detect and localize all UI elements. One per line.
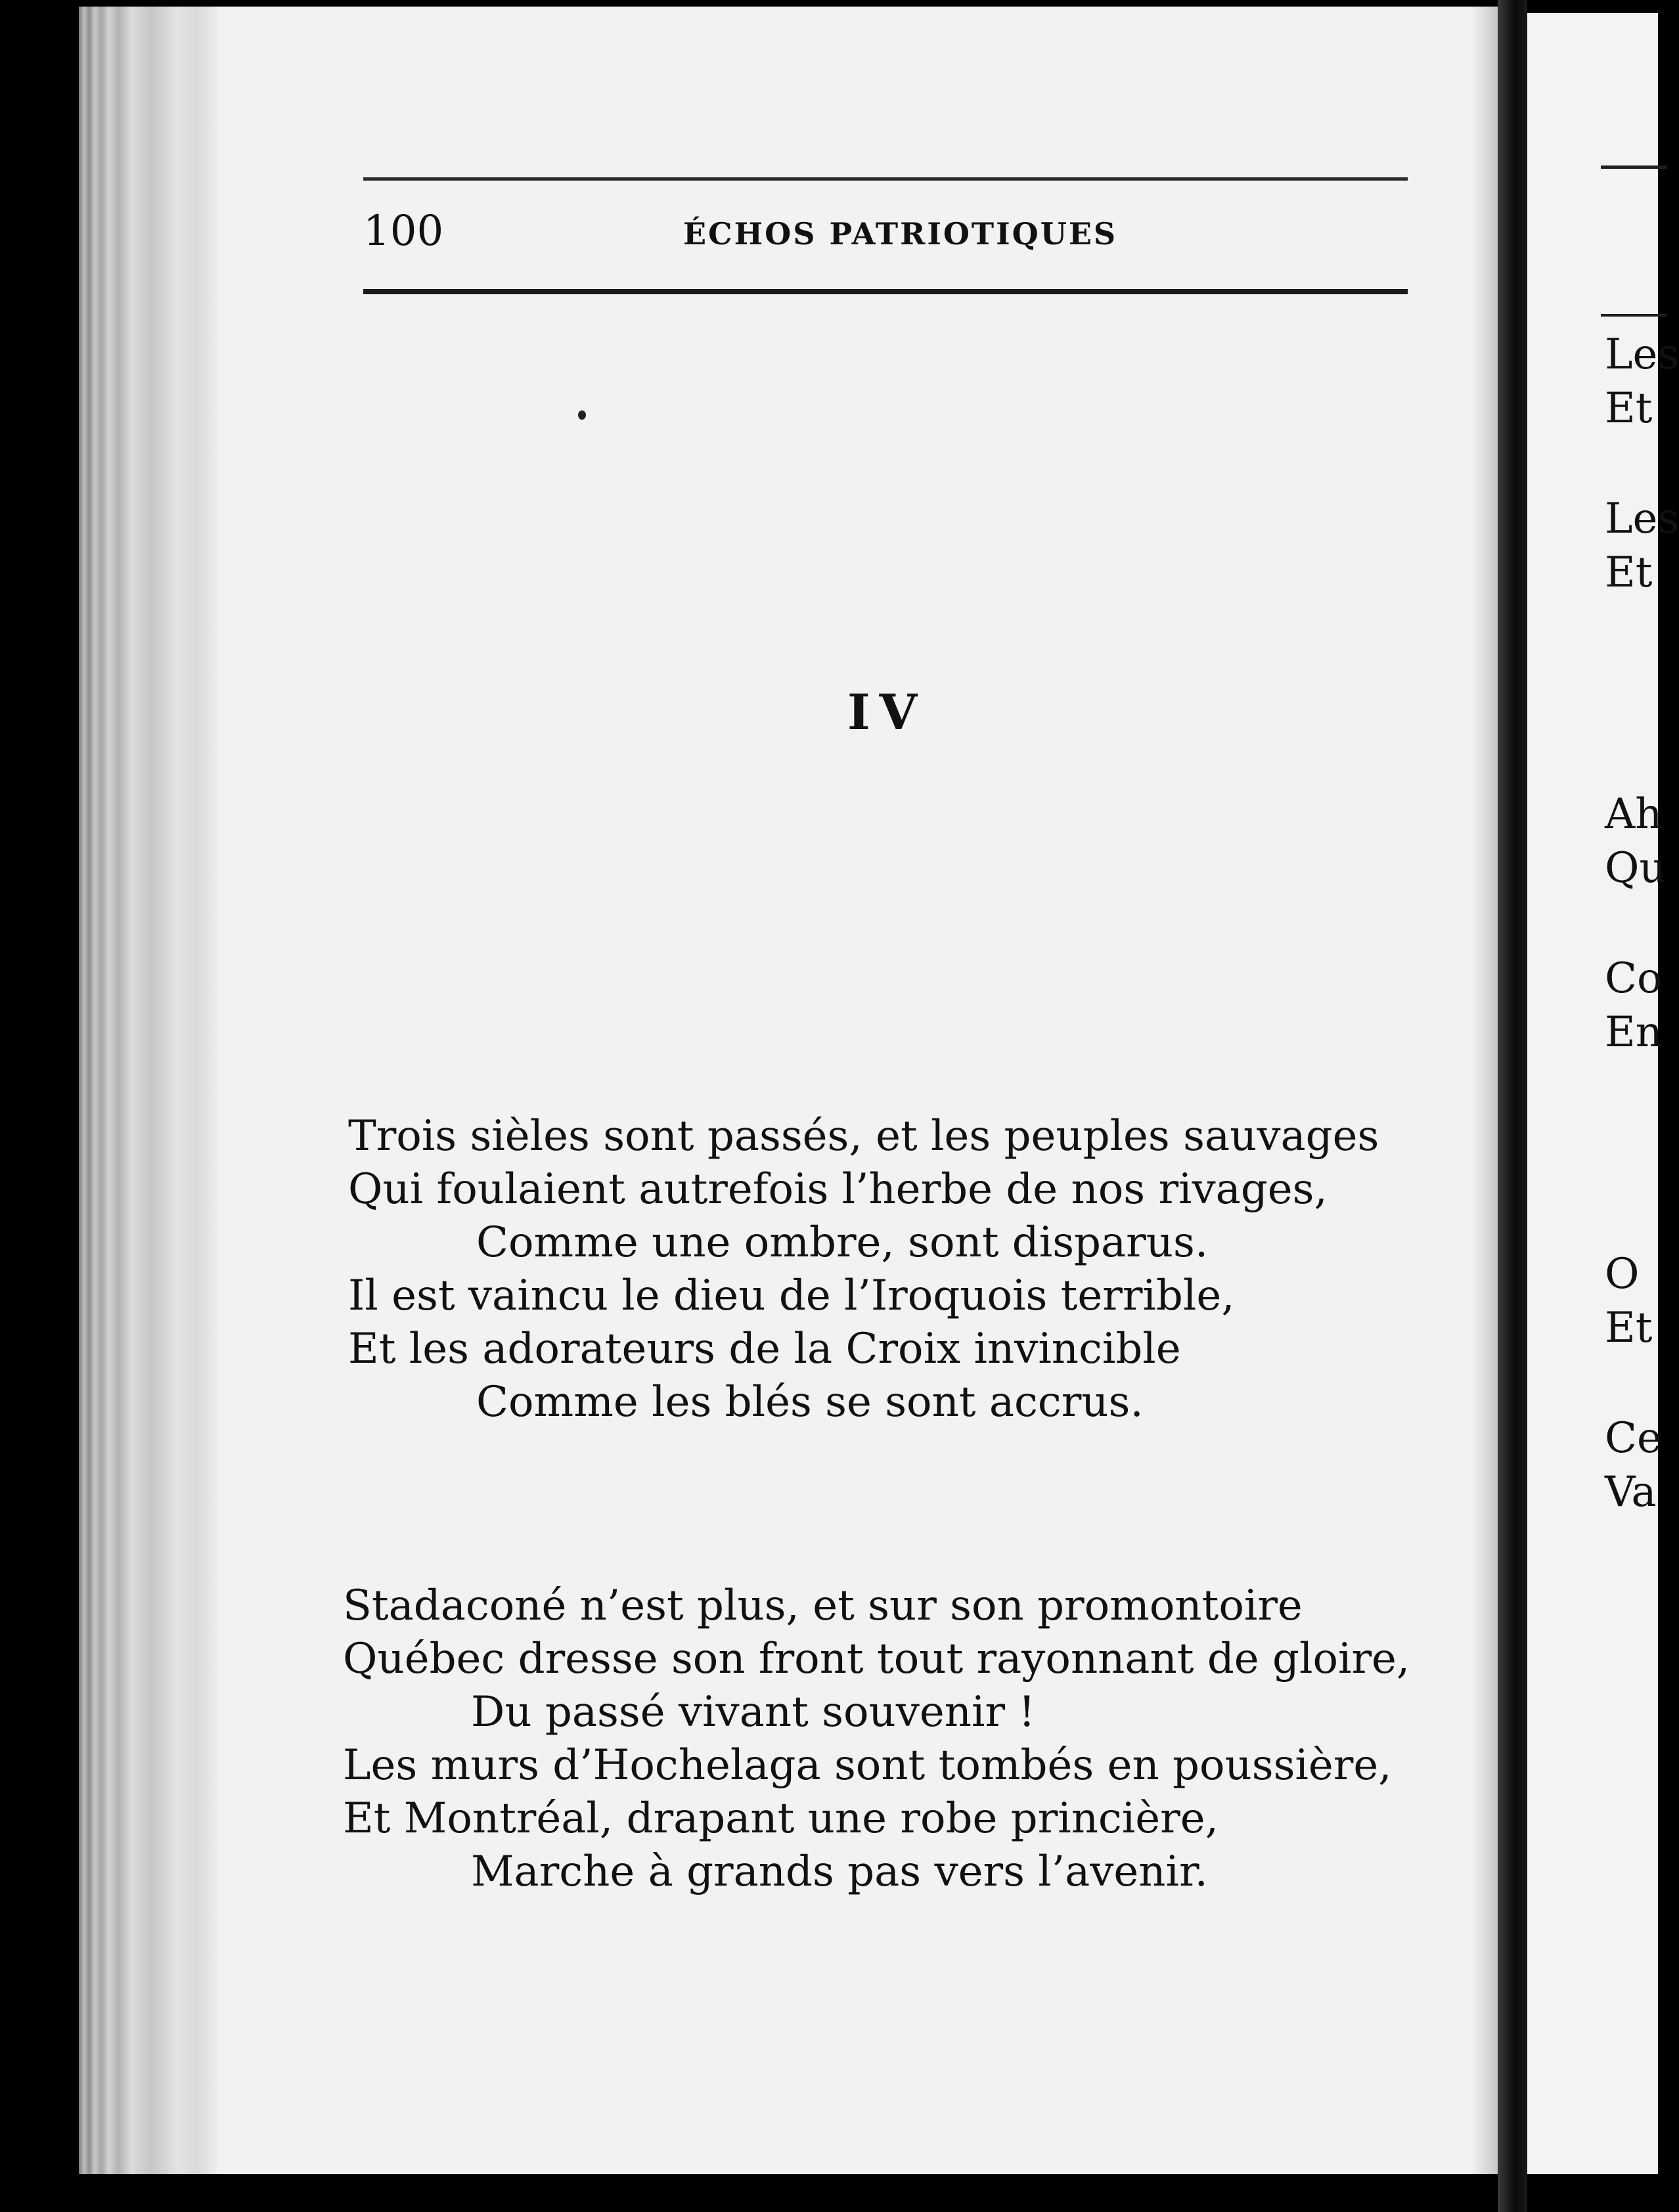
- facing-header-rule-top: [1601, 166, 1667, 169]
- verse-line: Trois sièles sont passés, et les peuples sauvages: [348, 1112, 1379, 1161]
- facing-line-fragment: Va: [1605, 1468, 1657, 1516]
- facing-line-fragment: Les: [1605, 495, 1679, 543]
- verse-line: Et les adorateurs de la Croix invincible: [348, 1325, 1181, 1373]
- verse-line: Comme une ombre, sont disparus.: [476, 1218, 1209, 1267]
- facing-line-fragment: Et: [1605, 548, 1653, 597]
- facing-line-fragment: Qu: [1605, 844, 1667, 893]
- book-gutter: [1498, 0, 1527, 2212]
- facing-line-fragment: Co: [1605, 954, 1663, 1003]
- verse-line: Du passé vivant souvenir !: [471, 1688, 1036, 1736]
- verse-line: Québec dresse son front tout rayonnant de gloire,: [343, 1635, 1410, 1683]
- stanza-1: [348, 1110, 1379, 1429]
- facing-page: [1527, 13, 1679, 2174]
- facing-header-rule-bottom: [1601, 314, 1667, 317]
- facing-line-fragment: Et: [1605, 384, 1653, 433]
- verse-line: Il est vaincu le dieu de l’Iroquois terrible,: [348, 1272, 1235, 1320]
- facing-line-fragment: Ce: [1605, 1414, 1662, 1463]
- page-edges: [79, 7, 217, 2174]
- facing-line-fragment: En: [1605, 1008, 1663, 1057]
- facing-line-fragment: Ah: [1605, 790, 1663, 839]
- verse-line: Et Montréal, drapant une robe princière,: [343, 1794, 1219, 1843]
- verse-line: Les murs d’Hochelaga sont tombés en poussière,: [343, 1741, 1392, 1790]
- stanza-2: [343, 1580, 1410, 1899]
- facing-line-fragment: Et: [1605, 1304, 1653, 1352]
- facing-line-fragment: Les: [1605, 330, 1679, 379]
- verse-line: Qui foulaient autrefois l’herbe de nos rivages,: [348, 1165, 1328, 1214]
- verse-line: Comme les blés se sont accrus.: [476, 1378, 1144, 1427]
- page-gutter-shadow: [1471, 7, 1498, 2174]
- ink-speck: [578, 410, 586, 420]
- verse-line: Stadaconé n’est plus, et sur son promontoire: [343, 1582, 1303, 1630]
- verse-line: Marche à grands pas vers l’avenir.: [471, 1847, 1208, 1896]
- header-rule-bottom: [363, 289, 1408, 294]
- facing-line-fragment: O: [1605, 1250, 1640, 1298]
- running-head: ÉCHOS PATRIOTIQUES: [683, 216, 1118, 252]
- header-rule-top: [363, 177, 1408, 181]
- page-number: 100: [363, 207, 444, 255]
- section-number: IV: [847, 684, 927, 741]
